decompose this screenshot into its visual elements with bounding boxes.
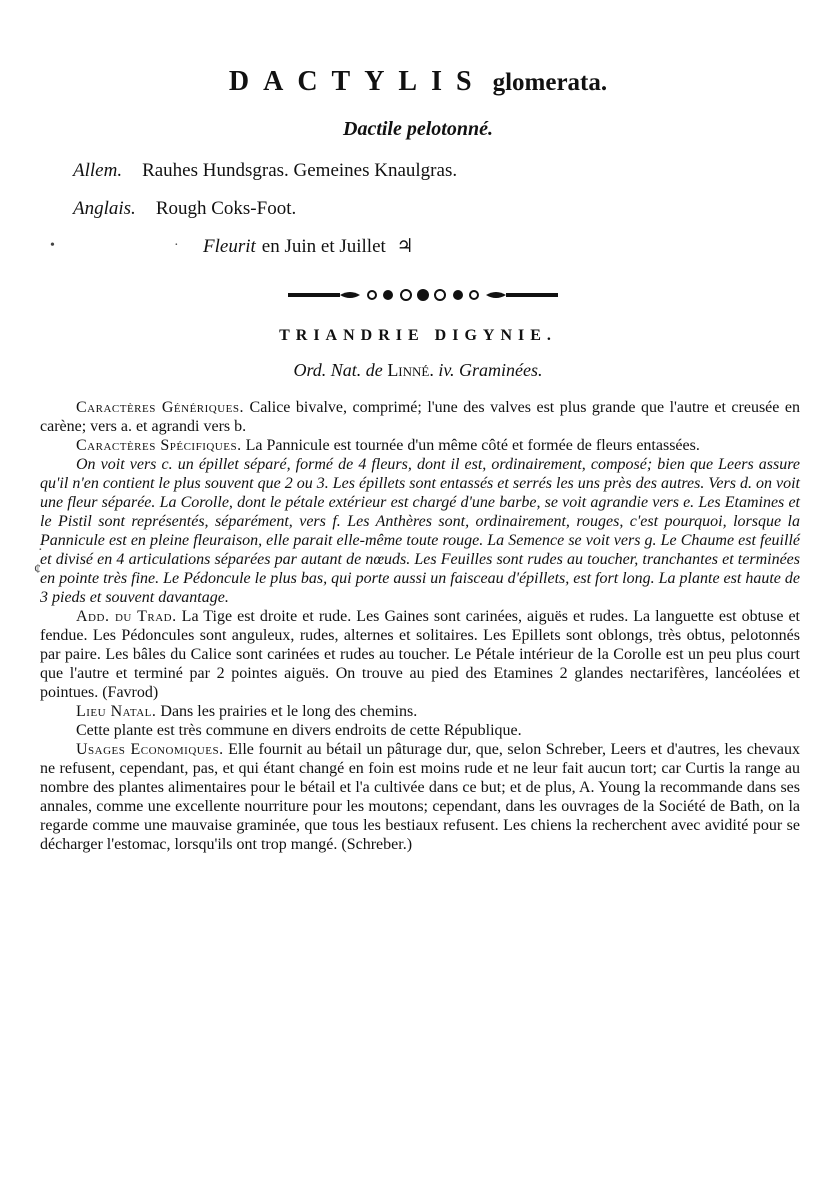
plant-description: On voit vers c. un épillet séparé, formé de 4 fleurs, dont il est, ordinairement, composé; bien que Leers assure qu'il n'en contient le plus souvent que 2 ou 3. Les épillets sont entassés et serrés les uns près des autres. Vers d. on voit une fleur séparée. La Corolle, dont le pétale extérieur est chargé d'une barbe, se voit agrandie vers e. Les Etamines et le Pistil sont représentés, séparément, vers f. Les Anthères sont, ordinairement, rouges, c'est pourquoi, lorsque la Pannicule est en pleine fleuraison, elle parait elle-même toute rouge. La Semence se voit vers g. Le Chaume est feuillé et divisé en 4 articulations séparées par autant de nœuds. Les Feuilles sont rudes au toucher, tranchantes et terminées en pointe très fine. Le Pédoncule le plus bas, qui porte aussi un faisceau d'épillets, est fort long. La plante est haute de 3 pieds et souvent davantage. [40, 456, 800, 606]
english-names-line [73, 198, 296, 220]
margin-mark: · [38, 543, 43, 558]
native-habitat [40, 702, 800, 721]
species-name: glomerata. [492, 69, 608, 96]
habitat-label: Lieu Natal. [76, 703, 157, 720]
flowering-label: Fleurit [203, 236, 256, 257]
translator-addition [40, 607, 800, 702]
translator-text: La Tige est droite et rude. Les Gaines sont carinées, aiguës et rudes. La languette est obtuse et fendue. Les Pédoncules sont anguleux, rudes, alternes et solitaires. Les Epillets sont oblongs, très obtus, pelotonnés par paire. Les bâles du Calice sont carinées et rudes au toucher. Le Pétale intérieur de la Corolle est un peu plus court que l'autre et terminé par 2 pointes aiguës. On trouve au pied des Etamines 2 glandes nectarifères, lancéolées et pointues. (Favrod) [40, 608, 801, 701]
specific-characters [40, 436, 800, 455]
english-label: Anglais. [73, 198, 136, 219]
uses-text: Elle fournit au bétail un pâturage dur, que, selon Schreber, Leers et d'autres, les chevaux ne refusent, cependant, pas, et qui étant changé en foin est moins rude et ne leur fait aucun tort; car Curtis la range au nombre des plantes alimentaires pour le bétail et l'a cultivée dans ce but; et de plus, A. Young la recommande dans ses annales, comme une excellente nourriture pour les moutons; cependant, dans les ouvrages de la Société de Bath, on la regarde comme une mauvaise graminée, que tous les bestiaux refusent. Les chiens la recherchent avec avidité pour se décharger l'estomac, lorsqu'ils ont trop mangé. (Schreber.) [40, 741, 801, 853]
page-title [0, 66, 836, 98]
description-body [40, 398, 800, 854]
perennial-symbol-icon: ♃ [396, 236, 414, 257]
ornamental-divider [288, 287, 558, 303]
specific-text: La Pannicule est tournée d'un même côté et formée de fleurs entassées. [245, 437, 700, 454]
order-suffix: iv. Graminées. [438, 360, 543, 380]
uses-label: Usages Economiques. [76, 741, 224, 758]
german-names: Rauhes Hundsgras. Gemeines Knaulgras. [142, 160, 458, 181]
habitat-text: Dans les prairies et le long des chemins. [160, 703, 418, 720]
generic-label: Caractères Génériques. [76, 399, 245, 416]
order-author: Linné. [387, 360, 434, 380]
natural-order-line [0, 360, 836, 381]
flowering-months: en Juin et Juillet [261, 236, 386, 257]
generic-text: Calice bivalve, comprimé; l'une des valves est plus grande que l'autre et creusée en carène; vers a. et agrandi vers b. [40, 399, 800, 435]
commonness-note: Cette plante est très commune en divers endroits de cette République. [76, 722, 522, 739]
classification-heading: TRIANDRIE DIGYNIE. [279, 327, 557, 344]
order-prefix: Ord. Nat. de [293, 360, 383, 380]
margin-mark: • [50, 238, 55, 253]
german-label: Allem. [73, 160, 123, 181]
specific-label: Caractères Spécifiques. [76, 437, 242, 454]
economic-uses [40, 740, 800, 854]
german-names-line [73, 160, 457, 182]
english-names: Rough Coks-Foot. [155, 198, 297, 219]
genus-name: DACTYLIS [228, 66, 486, 97]
translator-label: Add. du Trad. [76, 608, 177, 625]
french-common-name: Dactile pelotonné. [343, 118, 493, 140]
margin-mark: ¢ [34, 562, 41, 577]
flowering-line [203, 235, 414, 258]
generic-characters [40, 398, 800, 436]
margin-mark: · [174, 238, 179, 253]
